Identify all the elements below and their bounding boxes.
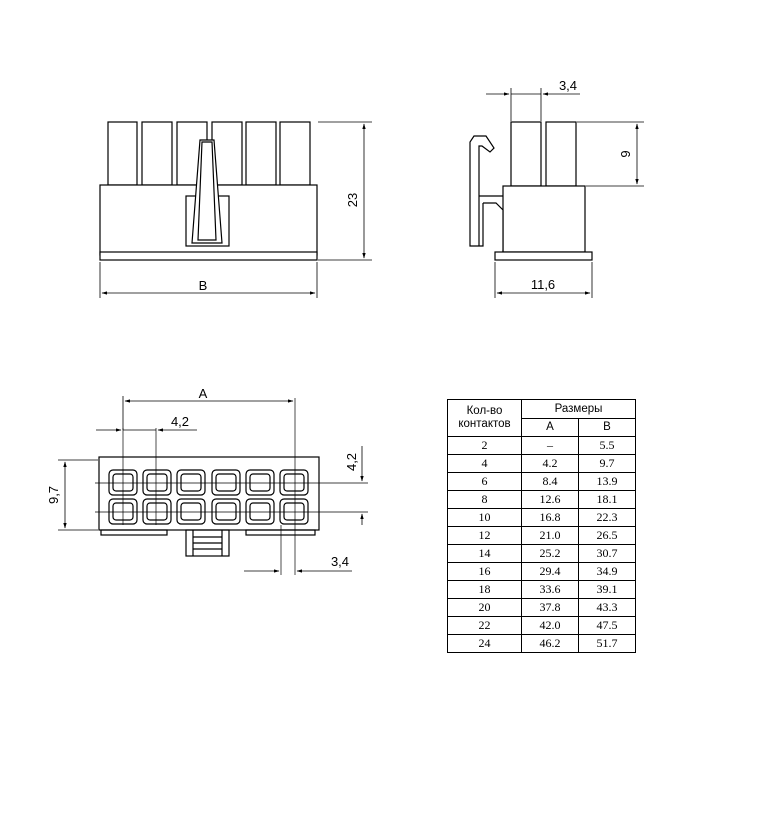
side-depth-label: 11,6 xyxy=(530,277,556,292)
table-cell-n: 18 xyxy=(448,581,522,599)
side-body xyxy=(503,186,585,252)
table-cell-b: 13.9 xyxy=(579,473,636,491)
table-cell-a: 21.0 xyxy=(522,527,579,545)
table-cell-n: 24 xyxy=(448,635,522,653)
side-pin-height-label: 9 xyxy=(618,150,633,158)
bottom-span-label: A xyxy=(198,386,208,401)
table-cell-a: 42.0 xyxy=(522,617,579,635)
table-row xyxy=(448,581,636,599)
side-pitch-label: 3,4 xyxy=(558,78,578,93)
table-cell-b: 51.7 xyxy=(579,635,636,653)
front-base xyxy=(100,252,317,260)
dimensions-table xyxy=(447,399,636,653)
table-row xyxy=(448,491,636,509)
table-cell-b: 47.5 xyxy=(579,617,636,635)
table-cell-a: 12.6 xyxy=(522,491,579,509)
bottom-offset-label: 3,4 xyxy=(330,554,350,569)
table-cell-b: 5.5 xyxy=(579,437,636,455)
front-view xyxy=(100,122,372,298)
table-header-count: Кол-во контактов xyxy=(448,400,522,437)
table-cell-a: 8.4 xyxy=(522,473,579,491)
table-row xyxy=(448,599,636,617)
table-cell-a: 25.2 xyxy=(522,545,579,563)
table-cell-n: 16 xyxy=(448,563,522,581)
table-cell-n: 2 xyxy=(448,437,522,455)
table-body xyxy=(448,437,636,653)
table-cell-b: 43.3 xyxy=(579,599,636,617)
bottom-latch xyxy=(186,530,229,556)
table-cell-b: 30.7 xyxy=(579,545,636,563)
table-cell-n: 12 xyxy=(448,527,522,545)
table-cell-n: 6 xyxy=(448,473,522,491)
table-row xyxy=(448,617,636,635)
side-base xyxy=(495,252,592,260)
table-cell-a: 16.8 xyxy=(522,509,579,527)
table-cell-n: 14 xyxy=(448,545,522,563)
table-header-a: A xyxy=(522,418,579,437)
table-cell-n: 8 xyxy=(448,491,522,509)
table-cell-b: 39.1 xyxy=(579,581,636,599)
table-cell-b: 9.7 xyxy=(579,455,636,473)
side-pin-2 xyxy=(546,122,576,186)
table-row xyxy=(448,509,636,527)
table-cell-a: 29.4 xyxy=(522,563,579,581)
table-cell-n: 20 xyxy=(448,599,522,617)
table-cell-a: – xyxy=(522,437,579,455)
table-cell-a: 46.2 xyxy=(522,635,579,653)
table-cell-n: 10 xyxy=(448,509,522,527)
table-cell-a: 37.8 xyxy=(522,599,579,617)
bottom-row-label: 4,2 xyxy=(344,452,359,472)
bottom-view xyxy=(58,396,368,575)
table-cell-b: 18.1 xyxy=(579,491,636,509)
table-cell-n: 22 xyxy=(448,617,522,635)
side-latch xyxy=(470,136,503,252)
table-row xyxy=(448,635,636,653)
side-view xyxy=(470,88,644,298)
table-row xyxy=(448,527,636,545)
table-row xyxy=(448,545,636,563)
table-cell-b: 34.9 xyxy=(579,563,636,581)
table-row xyxy=(448,455,636,473)
bottom-pitch-label: 4,2 xyxy=(170,414,190,429)
table-cell-a: 33.6 xyxy=(522,581,579,599)
table-cell-a: 4.2 xyxy=(522,455,579,473)
table-cell-n: 4 xyxy=(448,455,522,473)
side-pin-1 xyxy=(511,122,541,186)
bottom-height-label: 9,7 xyxy=(46,485,61,505)
table-cell-b: 26.5 xyxy=(579,527,636,545)
table-header-dims: Размеры xyxy=(522,400,636,419)
table-row xyxy=(448,563,636,581)
table-header-b: B xyxy=(579,418,636,437)
table-row xyxy=(448,473,636,491)
table-cell-b: 22.3 xyxy=(579,509,636,527)
front-width-label: B xyxy=(198,278,208,293)
table-row xyxy=(448,437,636,455)
front-height-label: 23 xyxy=(345,192,360,208)
